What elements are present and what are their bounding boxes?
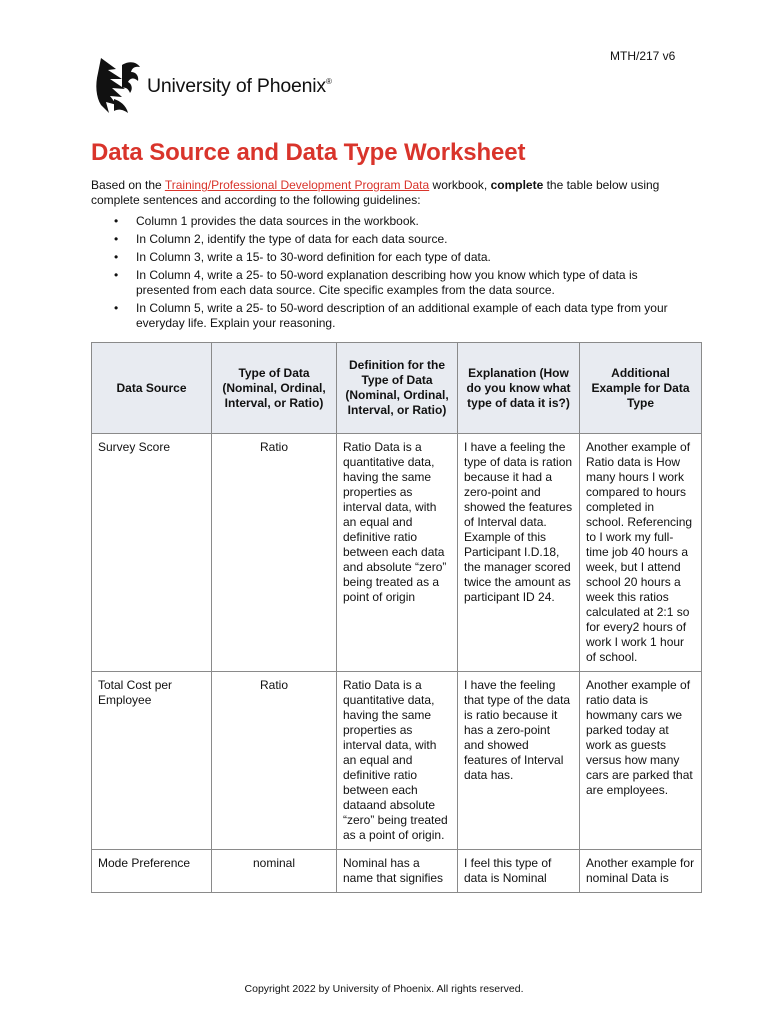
cell-explanation: I feel this type of data is Nominal xyxy=(458,850,580,893)
intro-paragraph xyxy=(91,178,681,208)
workbook-link[interactable]: Training/Professional Development Program Data xyxy=(164,178,430,192)
intro-text-end: the table below using complete sentences and according to the following guidelines: xyxy=(91,178,660,207)
page-title: Data Source and Data Type Worksheet xyxy=(91,139,526,166)
guideline-item: • Column 1 provides the data sources in the workbook. xyxy=(91,214,691,229)
cell-type: Ratio xyxy=(212,434,337,672)
cell-explanation: I have the feeling that type of the data is ratio because it has a zero-point and showed features of Interval data has. xyxy=(458,672,580,850)
guideline-item: • In Column 5, write a 25- to 50-word description of an additional example of each data type from your everyday life. Explain your reasoning. xyxy=(91,301,691,331)
worksheet-table xyxy=(91,342,702,893)
table-row xyxy=(92,434,702,672)
registered-mark: ® xyxy=(325,76,332,86)
guidelines-list xyxy=(91,214,691,334)
table-row xyxy=(92,850,702,893)
header-data-source: Data Source xyxy=(92,343,212,434)
cell-example: Another example of ratio data is howmany cars we parked today at work as guests versus how many cars are parked that are employees. xyxy=(580,672,702,850)
course-code: MTH/217 v6 xyxy=(610,49,676,63)
header-type-of-data: Type of Data (Nominal, Ordinal, Interval, or Ratio) xyxy=(212,343,337,434)
cell-type: Ratio xyxy=(212,672,337,850)
guideline-item: • In Column 4, write a 25- to 50-word explanation describing how you know which type of data is presented from each data source. Cite specific examples from the data source. xyxy=(91,268,691,298)
cell-data-source: Total Cost per Employee xyxy=(92,672,212,850)
cell-example: Another example of Ratio data is How many hours I work compared to hours completed in school. Referencing to I work my full-time job 40 hours a week, but I attend school 20 hours a week this ratios calculated at 2:1 so for every2 hours of work I work 1 hour of school. xyxy=(580,434,702,672)
header-definition: Definition for the Type of Data (Nominal, Ordinal, Interval, or Ratio) xyxy=(337,343,458,434)
cell-definition: Ratio Data is a quantitative data, having the same properties as interval data, with an equal and definitive ratio between each data and absolute “zero” being treated as a point of origin xyxy=(337,434,458,672)
intro-text-start: Based on the xyxy=(91,178,165,192)
table-header-row xyxy=(92,343,702,434)
guideline-item: • In Column 3, write a 15- to 30-word definition for each type of data. xyxy=(91,250,691,265)
university-logo xyxy=(92,55,332,117)
logo-wordmark xyxy=(147,75,332,98)
logo-text: University of Phoenix xyxy=(147,74,326,97)
phoenix-icon xyxy=(92,55,144,117)
cell-explanation: I have a feeling the type of data is ration because it had a zero-point and showed the features of Interval data. Example of this Participant I.D.18, the manager scored twice the amount as participant ID 24. xyxy=(458,434,580,672)
cell-data-source: Mode Preference xyxy=(92,850,212,893)
cell-definition: Nominal has a name that signifies xyxy=(337,850,458,893)
intro-bold-word: complete xyxy=(490,178,544,192)
guideline-item: • In Column 2, identify the type of data for each data source. xyxy=(91,232,691,247)
cell-type: nominal xyxy=(212,850,337,893)
cell-data-source: Survey Score xyxy=(92,434,212,672)
table-row xyxy=(92,672,702,850)
cell-example: Another example for nominal Data is xyxy=(580,850,702,893)
intro-text-middle: workbook, xyxy=(429,178,491,192)
cell-definition: Ratio Data is a quantitative data, having the same properties as interval data, with an equal and definitive ratio between each dataand absolute “zero” being treated as a point of origin. xyxy=(337,672,458,850)
header-additional-example: Additional Example for Data Type xyxy=(580,343,702,434)
copyright-footer: Copyright 2022 by University of Phoenix. All rights reserved. xyxy=(244,983,524,995)
header-explanation: Explanation (How do you know what type of data it is?) xyxy=(458,343,580,434)
